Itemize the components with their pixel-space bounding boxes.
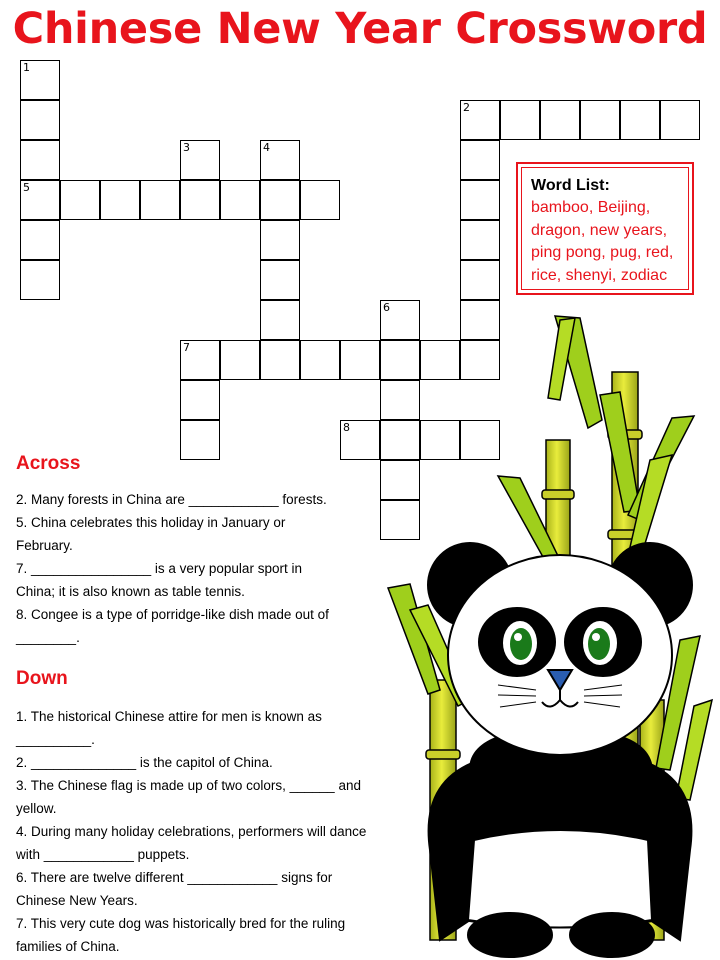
crossword-cell[interactable] <box>460 180 500 220</box>
word-list-inner <box>521 167 689 290</box>
crossword-cell[interactable] <box>540 100 580 140</box>
bamboo-joint-icon <box>542 490 574 499</box>
crossword-cell[interactable] <box>460 220 500 260</box>
crossword-cell[interactable] <box>300 180 340 220</box>
crossword-cell[interactable] <box>340 340 380 380</box>
crossword-cell[interactable] <box>180 180 220 220</box>
crossword-cell[interactable] <box>220 340 260 380</box>
crossword-cell[interactable] <box>460 100 500 140</box>
crossword-cell[interactable] <box>20 220 60 260</box>
crossword-cell[interactable] <box>180 380 220 420</box>
bamboo-joint-icon <box>426 750 460 759</box>
word-list-box <box>516 162 694 295</box>
panda-bamboo-illustration <box>380 300 720 960</box>
across-clue-8-line-2: ________. <box>16 630 80 645</box>
across-clue-7-line-2: China; it is also known as table tennis. <box>16 584 245 599</box>
panda-foot-icon <box>468 913 552 957</box>
crossword-cell[interactable] <box>260 180 300 220</box>
across-clue-2-line-1: 2. Many forests in China are ____________ forests. <box>16 492 327 507</box>
crossword-cell[interactable] <box>260 140 300 180</box>
crossword-cell[interactable] <box>20 100 60 140</box>
crossword-cell[interactable] <box>580 100 620 140</box>
across-clue-5-line-1: 5. China celebrates this holiday in January or <box>16 515 286 530</box>
panda-belly-icon <box>468 830 652 928</box>
down-clue-1-line-1: 1. The historical Chinese attire for men is known as <box>16 709 322 724</box>
crossword-cell[interactable] <box>260 260 300 300</box>
crossword-cell[interactable] <box>460 260 500 300</box>
clue-number: 1 <box>23 61 30 74</box>
panda-eye-icon <box>588 628 610 660</box>
down-clue-6-line-2: Chinese New Years. <box>16 893 138 908</box>
clue-number: 4 <box>263 141 270 154</box>
clue-number: 8 <box>343 421 350 434</box>
clue-number: 7 <box>183 341 190 354</box>
down-clue-4-line-1: 4. During many holiday celebrations, performers will dance <box>16 824 367 839</box>
down-clue-7-line-1: 7. This very cute dog was historically bred for the ruling <box>16 916 346 931</box>
across-clue-8-line-1: 8. Congee is a type of porridge-like dish made out of <box>16 607 329 622</box>
crossword-cell[interactable] <box>220 180 260 220</box>
crossword-cell[interactable] <box>180 340 220 380</box>
crossword-cell[interactable] <box>20 260 60 300</box>
crossword-cell[interactable] <box>60 180 100 220</box>
clue-number: 5 <box>23 181 30 194</box>
crossword-cell[interactable] <box>660 100 700 140</box>
panda-eye-glint-icon <box>514 633 522 641</box>
crossword-cell[interactable] <box>620 100 660 140</box>
down-clue-4-line-2: with ____________ puppets. <box>16 847 190 862</box>
down-clue-list <box>16 705 406 958</box>
page-title: Chinese New Year Crossword <box>12 4 708 54</box>
crossword-cell[interactable] <box>180 140 220 180</box>
crossword-cell[interactable] <box>20 140 60 180</box>
down-clue-6-line-1: 6. There are twelve different ____________ signs for <box>16 870 333 885</box>
panda-eye-icon <box>510 628 532 660</box>
crossword-cell[interactable] <box>500 100 540 140</box>
word-list-title: Word List: <box>531 177 610 194</box>
crossword-cell[interactable] <box>260 220 300 260</box>
across-clue-7-line-1: 7. ________________ is a very popular sport in <box>16 561 302 576</box>
crossword-cell[interactable] <box>260 300 300 340</box>
panda-foot-icon <box>570 913 654 957</box>
clue-number: 3 <box>183 141 190 154</box>
down-clue-1-line-2: __________. <box>16 732 95 747</box>
down-clue-2-line-1: 2. ______________ is the capitol of China. <box>16 755 273 770</box>
across-heading: Across <box>16 453 81 474</box>
crossword-cell[interactable] <box>140 180 180 220</box>
crossword-cell[interactable] <box>180 420 220 460</box>
crossword-cell[interactable] <box>460 140 500 180</box>
clue-number: 2 <box>463 101 470 114</box>
down-heading: Down <box>16 668 68 689</box>
crossword-cell[interactable] <box>100 180 140 220</box>
panda-eye-glint-icon <box>592 633 600 641</box>
crossword-cell[interactable] <box>260 340 300 380</box>
crossword-cell[interactable] <box>20 60 60 100</box>
down-clue-7-line-2: families of China. <box>16 939 120 954</box>
down-clue-3-line-1: 3. The Chinese flag is made up of two colors, ______ and <box>16 778 361 793</box>
crossword-cell[interactable] <box>340 420 380 460</box>
across-clue-5-line-2: February. <box>16 538 73 553</box>
down-clue-3-line-2: yellow. <box>16 801 57 816</box>
word-list-words: bamboo, Beijing, dragon, new years, ping pong, pug, red, rice, shenyi, zodiac <box>531 199 674 284</box>
crossword-cell[interactable] <box>20 180 60 220</box>
clue-number: 6 <box>383 301 390 314</box>
crossword-cell[interactable] <box>300 340 340 380</box>
across-clue-list <box>16 488 406 649</box>
